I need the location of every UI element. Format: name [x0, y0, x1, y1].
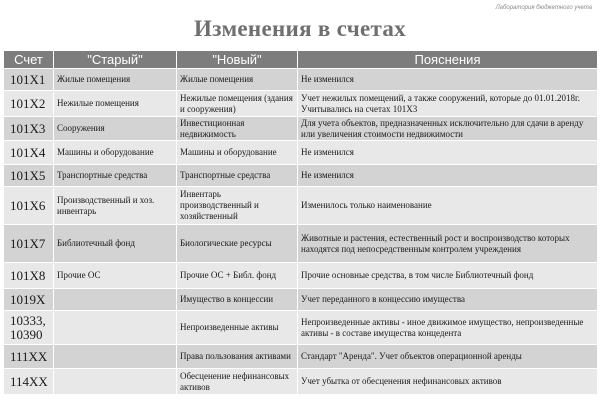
table-row [4, 91, 598, 117]
header-old: "Старый" [54, 51, 177, 69]
note: Не изменился [298, 141, 598, 165]
accounts-changes-table [3, 50, 598, 395]
note: Учет переданного в концессию имущества [298, 289, 598, 311]
old-name [54, 289, 177, 311]
table-row [4, 187, 598, 225]
table-row [4, 141, 598, 165]
note: Стандарт "Аренда". Учет объектов операционной аренды [298, 345, 598, 369]
watermark: Лаборатория бюджетного учета [495, 5, 592, 11]
table-row [4, 345, 598, 369]
new-name: Транспортные средства [177, 165, 298, 187]
old-name: Машины и оборудование [54, 141, 177, 165]
note: Для учета объектов, предназначенных исключительно для сдачи в аренду или увеличения стоимости недвижимости [298, 117, 598, 141]
account-code: 101Х2 [4, 91, 54, 117]
old-name: Прочие ОС [54, 263, 177, 289]
old-name [54, 311, 177, 345]
new-name: Прочие ОС + Библ. фонд [177, 263, 298, 289]
old-name: Сооружения [54, 117, 177, 141]
account-code: 101Х1 [4, 69, 54, 91]
new-name: Права пользования активами [177, 345, 298, 369]
account-code: 101Х4 [4, 141, 54, 165]
old-name: Библиотечный фонд [54, 225, 177, 263]
table-row [4, 117, 598, 141]
header-new: "Новый" [177, 51, 298, 69]
note: Не изменился [298, 165, 598, 187]
table-row [4, 369, 598, 395]
old-name [54, 345, 177, 369]
account-code: 10333, 10390 [4, 311, 54, 345]
table-row [4, 69, 598, 91]
old-name [54, 369, 177, 395]
note: Животные и растения, естественный рост и воспроизводство которых находятся под непосредственным контролем учреждения [298, 225, 598, 263]
new-name: Непроизведенные активы [177, 311, 298, 345]
account-code: 101Х5 [4, 165, 54, 187]
table-row [4, 225, 598, 263]
account-code: 114ХХ [4, 369, 54, 395]
new-name: Биологические ресурсы [177, 225, 298, 263]
new-name: Инвентарь производственный и хозяйственный [177, 187, 298, 225]
account-code: 111ХХ [4, 345, 54, 369]
table-row [4, 311, 598, 345]
new-name: Инвестиционная недвижимость [177, 117, 298, 141]
note: Изменилось только наименование [298, 187, 598, 225]
table-row [4, 263, 598, 289]
new-name: Имущество в концессии [177, 289, 298, 311]
account-code: 101Х3 [4, 117, 54, 141]
account-code: 1019Х [4, 289, 54, 311]
note: Учет убытка от обесценения нефинансовых активов [298, 369, 598, 395]
note: Прочие основные средства, в том числе Библиотечный фонд [298, 263, 598, 289]
note: Непроизведенные активы - иное движимое имущество, непроизведенные активы - в составе имущества концедента [298, 311, 598, 345]
new-name: Жилые помещения [177, 69, 298, 91]
page-title: Изменения в счетах [194, 16, 406, 41]
old-name: Нежилые помещения [54, 91, 177, 117]
note: Не изменился [298, 69, 598, 91]
account-code: 101Х7 [4, 225, 54, 263]
old-name: Транспортные средства [54, 165, 177, 187]
header-account: Счет [4, 51, 54, 69]
account-code: 101Х6 [4, 187, 54, 225]
account-code: 101Х8 [4, 263, 54, 289]
header-notes: Пояснения [298, 51, 598, 69]
table-header-row [4, 51, 598, 69]
table-row [4, 165, 598, 187]
new-name: Нежилые помещения (здания и сооружения) [177, 91, 298, 117]
old-name: Жилые помещения [54, 69, 177, 91]
new-name: Обесценение нефинансовых активов [177, 369, 298, 395]
new-name: Машины и оборудование [177, 141, 298, 165]
note: Учет нежилых помещений, а также сооружений, которые до 01.01.2018г. Учитывались на счетах 101Х3 [298, 91, 598, 117]
old-name: Производственный и хоз. инвентарь [54, 187, 177, 225]
table-row [4, 289, 598, 311]
